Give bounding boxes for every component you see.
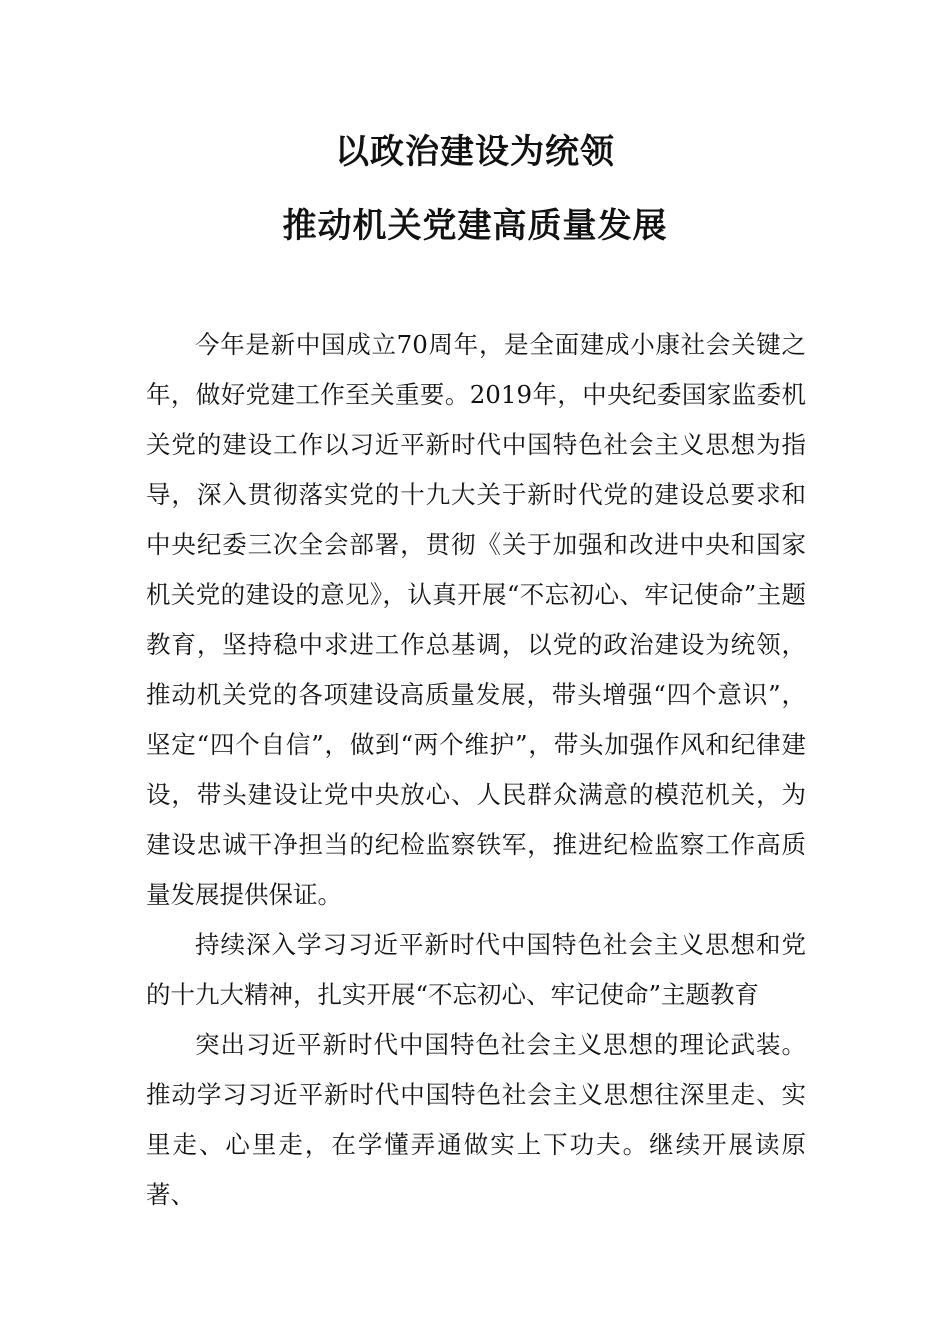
paragraph-theory: 突出习近平新时代中国特色社会主义思想的理论武装。推动学习习近平新时代中国特色社会主义思想往深里走、实里走、心里走，在学懂弄通做实上下功夫。继续开展读原著、 bbox=[146, 1030, 806, 1209]
document-title-line-2: 推动机关党建高质量发展 bbox=[282, 206, 668, 246]
document-title-line-1: 以政治建设为统领 bbox=[335, 132, 615, 172]
document-body bbox=[146, 320, 806, 1220]
paragraph-heading: 持续深入学习习近平新时代中国特色社会主义思想和党的十九大精神，扎实开展“不忘初心、牢记使命”主题教育 bbox=[146, 930, 806, 1009]
paragraph-intro: 今年是新中国成立70周年，是全面建成小康社会关键之年，做好党建工作至关重要。2019年，中央纪委国家监委机关党的建设工作以习近平新时代中国特色社会主义思想为指导，深入贯彻落实党的十九大关于新时代党的建设总要求和中央纪委三次全会部署，贯彻《关于加强和改进中央和国家机关党的建设的意见》，认真开展“不忘初心、牢记使命”主题教育，坚持稳中求进工作总基调，以党的政治建设为统领，推动机关党的各项建设高质量发展，带头增强“四个意识”，坚定“四个自信”，做到“两个维护”，带头加强作风和纪律建设，带头建设让党中央放心、人民群众满意的模范机关，为建设忠诚干净担当的纪检监察铁军，推进纪检监察工作高质量发展提供保证。 bbox=[146, 330, 806, 909]
